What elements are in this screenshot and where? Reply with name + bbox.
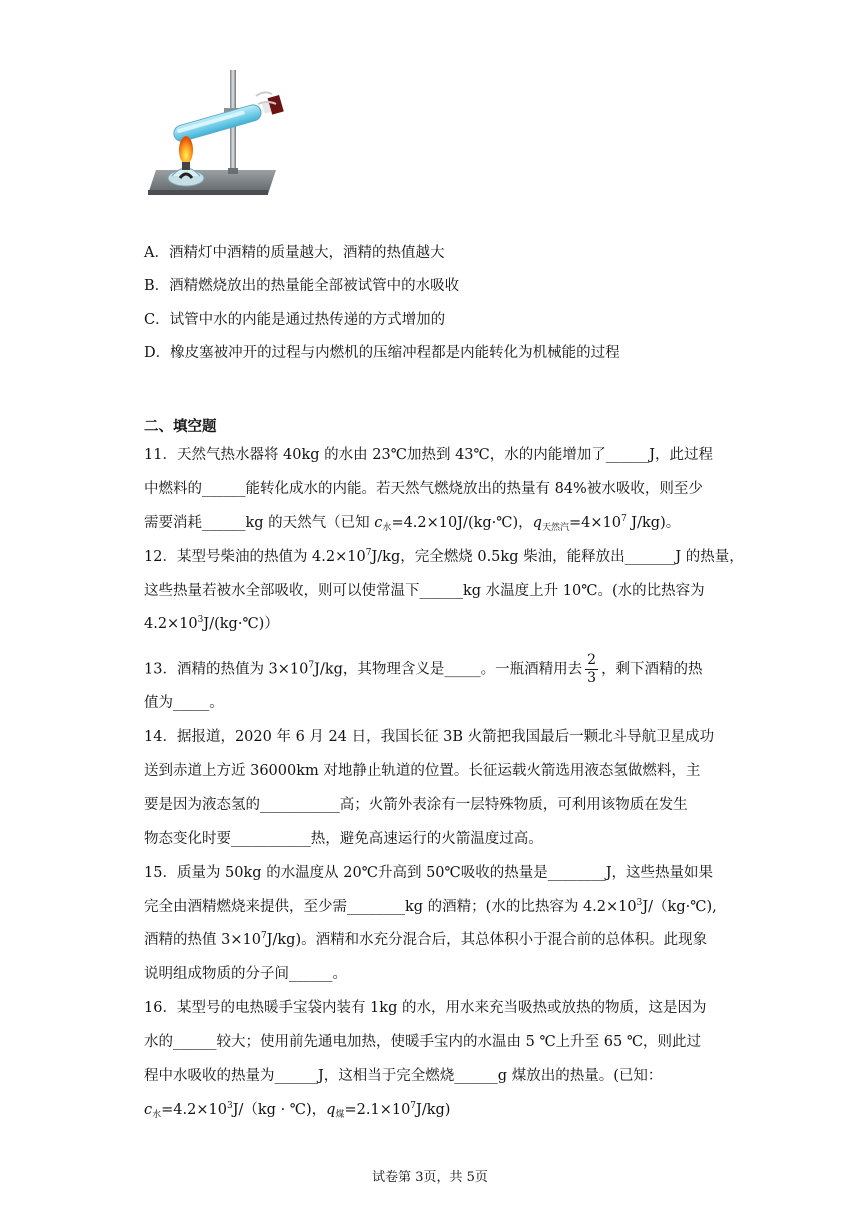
q12-line3: $4.2\times 10^3J/(kg\cdot℃)$） bbox=[144, 615, 279, 632]
q14-line4: 物态变化时要___________热，避免高速运行的火箭温度过高。 bbox=[144, 831, 543, 847]
q13-line2: 值为_____。 bbox=[144, 695, 224, 711]
q16-line4: $c_水=4.2\times 10^3J/(kg$ · ℃)，$q_煤=2.1\times 10^7J/kg$) bbox=[144, 1101, 451, 1120]
section-title: 二、填空题 bbox=[144, 419, 217, 435]
option-c: C．试管中水的内能是通过热传递的方式增加的 bbox=[144, 312, 446, 328]
q11-line2: 中燃料的______能转化成水的内能。若天然气燃烧放出的热量有 84%被水吸收，则至少 bbox=[144, 481, 703, 497]
q11-line3: 需要消耗______kg 的天然气（已知 $c_水=4.2\times 10J/(kg\cdot℃)$，$q_{天然汽}=4\times 10^7$ J/kg)。 bbox=[144, 514, 681, 533]
q16-line1: 16．某型号的电热暖手宝袋内装有 1kg 的水，用水来充当吸热或放热的物质，这是因为 bbox=[144, 1000, 707, 1016]
q16-line3: 程中水吸收的热量为______J，这相当于完全燃烧______g 煤放出的热量。(已知： bbox=[144, 1068, 663, 1084]
q11-line1: 11．天然气热水器将 40kg 的水由 23℃加热到 43℃，水的内能增加了______J，此过程 bbox=[144, 447, 714, 463]
option-d: D．橡皮塞被冲开的过程与内燃机的压缩冲程都是内能转化为机械能的过程 bbox=[144, 345, 620, 361]
q14-line3: 要是因为液态氢的___________高；火箭外表涂有一层特殊物质，可利用该物质在发生 bbox=[144, 797, 688, 813]
q13-line1: 13．酒精的热值为 $3\times 10^7J/kg$，其物理含义是_____。一瓶酒精用去 $\frac{2}{3}$ ，剩下酒精的热 bbox=[144, 652, 703, 686]
option-b: B．酒精燃烧放出的热量能全部被试管中的水吸收 bbox=[144, 278, 460, 294]
two-thirds-fraction: $\frac{2}{3}$ bbox=[587, 652, 597, 686]
q12-line1: 12．某型号柴油的热值为 $4.2\times 10^7J/kg$，完全燃烧 0.5kg 柴油，能释放出_______J 的热量， bbox=[144, 548, 744, 565]
alcohol-lamp-apparatus-figure bbox=[146, 66, 296, 196]
apparatus-icon bbox=[146, 66, 296, 196]
q16-line2: 水的______较大；使用前先通电加热，使暖手宝内的水温由 5 ℃上升至 65 ℃，则此过 bbox=[144, 1034, 702, 1050]
q15-line1: 15．质量为 50kg 的水温度从 20℃升高到 50℃吸收的热量是________J，这些热量如果 bbox=[144, 865, 714, 881]
q14-line1: 14．据报道，2020 年 6 月 24 日，我国长征 3B 火箭把我国最后一颗北斗导航卫星成功 bbox=[144, 729, 715, 745]
q15-line4: 说明组成物质的分子间______。 bbox=[144, 966, 347, 982]
q15-line2: 完全由酒精燃烧来提供，至少需________kg 的酒精；(水的比热容为 $4.2\times 10^3J/(kg\cdot℃)$, bbox=[144, 898, 717, 915]
q12-line2: 这些热量若被水全部吸收，则可以使常温下______kg 水温度上升 10℃。(水的比热容为 bbox=[144, 583, 705, 599]
option-a: A．酒精灯中酒精的质量越大，酒精的热值越大 bbox=[144, 245, 445, 261]
q14-line2: 送到赤道上方近 36000km 对地静止轨道的位置。长征运载火箭选用液态氢做燃料，主 bbox=[144, 763, 701, 779]
q15-line3: 酒精的热值 $3\times 10^7J/kg$)。酒精和水充分混合后，其总体积小于混合前的总体积。此现象 bbox=[144, 931, 708, 948]
page-footer: 试卷第 3页，共 5页 bbox=[372, 1170, 488, 1185]
